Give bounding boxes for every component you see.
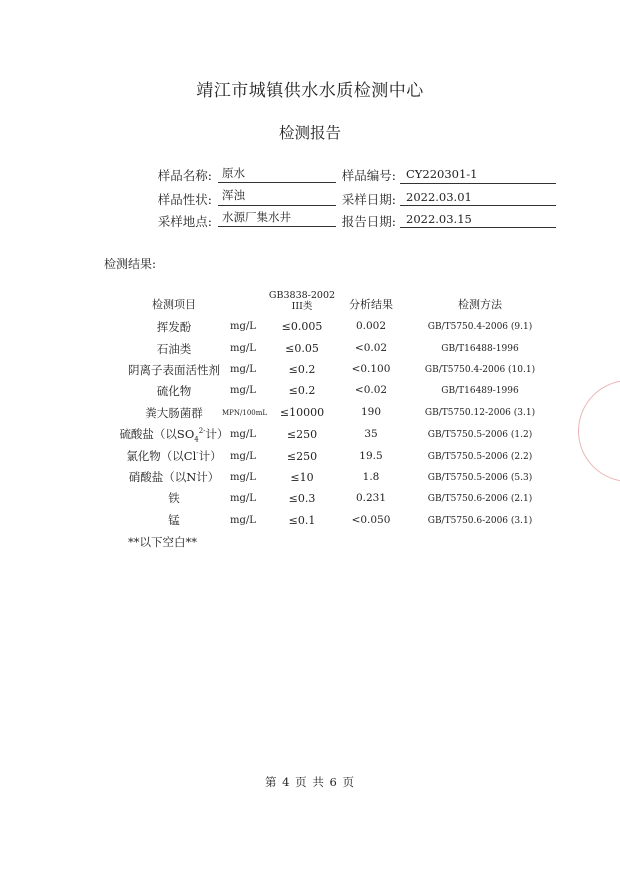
page-number: 第 4 页 共 6 页 (265, 775, 355, 789)
row-item (110, 426, 238, 443)
row-method: GB/T5750.5-2006 (5.3) (427, 473, 533, 483)
row-result: 35 (364, 428, 378, 440)
row-limit: ≤0.2 (288, 384, 316, 397)
row-method: GB/T5750.4-2006 (10.1) (424, 365, 536, 375)
row-unit: MPN/100mL (222, 409, 268, 417)
report-date-value: 2022.03.15 (406, 212, 472, 226)
header-item: 检测项目 (152, 298, 196, 311)
row-item-text: 硫酸盐（以SO (119, 427, 195, 441)
row-result: <0.050 (351, 514, 391, 526)
row-unit: mg/L (230, 364, 256, 375)
row-item (110, 448, 238, 464)
row-item-subscript: 4 (194, 435, 199, 444)
row-result: <0.02 (354, 384, 388, 396)
sample-state-value: 浑浊 (222, 188, 245, 202)
row-result: 19.5 (359, 450, 383, 462)
header-result: 分析结果 (349, 298, 393, 311)
row-unit: mg/L (230, 451, 256, 462)
row-limit: ≤0.1 (288, 514, 316, 527)
row-item-text: 氯化物（以Cl (126, 449, 197, 463)
sample-name-label: 样品名称: (157, 168, 212, 183)
row-limit: ≤10000 (279, 406, 325, 419)
header-standard-line2: III类 (291, 301, 313, 312)
row-limit: ≤0.3 (288, 492, 316, 505)
header-standard-line1: GB3838-2002 (268, 290, 336, 301)
sample-location-value: 水源厂集水井 (222, 210, 291, 224)
row-method: GB/T5750.12-2006 (3.1) (424, 408, 536, 418)
row-result: <0.100 (351, 363, 391, 375)
row-method: GB/T5750.5-2006 (1.2) (427, 430, 533, 440)
row-item-text: 计） (198, 449, 222, 463)
results-section-label: 检测结果: (104, 257, 157, 271)
sample-name-value: 原水 (222, 166, 245, 180)
header-method: 检测方法 (458, 298, 502, 311)
row-result: 190 (360, 406, 382, 418)
row-unit: mg/L (230, 343, 256, 354)
end-of-data-mark: **以下空白** (128, 535, 197, 549)
row-limit: ≤0.005 (281, 320, 323, 333)
row-method: GB/T16488-1996 (441, 344, 519, 354)
sample-state-label: 样品性状: (157, 192, 212, 207)
row-result: 0.231 (355, 492, 387, 504)
sample-location-label: 采样地点: (157, 214, 212, 229)
row-item: 阴离子表面活性剂 (128, 363, 220, 377)
row-method: GB/T5750.5-2006 (2.2) (427, 452, 533, 462)
organization-name: 靖江市城镇供水水质检测中心 (196, 81, 424, 101)
row-limit: ≤10 (290, 471, 314, 484)
report-date-underline (400, 227, 556, 228)
row-item: 铁 (168, 491, 180, 505)
row-unit: mg/L (230, 321, 256, 332)
row-item: 锰 (168, 513, 180, 527)
row-limit: ≤250 (286, 428, 318, 441)
sample-number-value: CY220301-1 (406, 167, 478, 181)
red-seal-stamp (578, 380, 620, 482)
report-title: 检测报告 (278, 124, 341, 142)
row-limit: ≤250 (286, 450, 318, 463)
row-item: 石油类 (156, 342, 192, 356)
row-item-superscript: 2- (198, 427, 206, 436)
sampling-date-value: 2022.03.01 (406, 190, 472, 204)
row-method: GB/T16489-1996 (441, 386, 519, 396)
sampling-date-underline (400, 205, 556, 206)
row-unit: mg/L (230, 429, 256, 440)
row-item-text: 计） (205, 427, 229, 441)
row-limit: ≤0.05 (285, 342, 319, 355)
row-item: 硝酸盐（以N计） (128, 470, 220, 484)
sample-number-underline (400, 183, 556, 184)
row-unit: mg/L (230, 385, 256, 396)
row-unit: mg/L (230, 493, 256, 504)
row-item: 硫化物 (156, 384, 192, 398)
row-unit: mg/L (230, 515, 256, 526)
row-result: 1.8 (362, 471, 380, 483)
row-item-superscript: - (196, 449, 199, 458)
row-item: 粪大肠菌群 (145, 406, 203, 420)
row-item: 挥发酚 (156, 320, 192, 334)
row-result: 0.002 (355, 320, 387, 332)
report-date-label: 报告日期: (341, 214, 396, 229)
row-result: <0.02 (354, 342, 388, 354)
sample-number-label: 样品编号: (341, 168, 396, 183)
row-unit: mg/L (230, 472, 256, 483)
sampling-date-label: 采样日期: (341, 192, 396, 207)
row-method: GB/T5750.6-2006 (3.1) (427, 516, 533, 526)
row-method: GB/T5750.6-2006 (2.1) (427, 494, 533, 504)
row-method: GB/T5750.4-2006 (9.1) (427, 322, 533, 332)
row-limit: ≤0.2 (288, 363, 316, 376)
